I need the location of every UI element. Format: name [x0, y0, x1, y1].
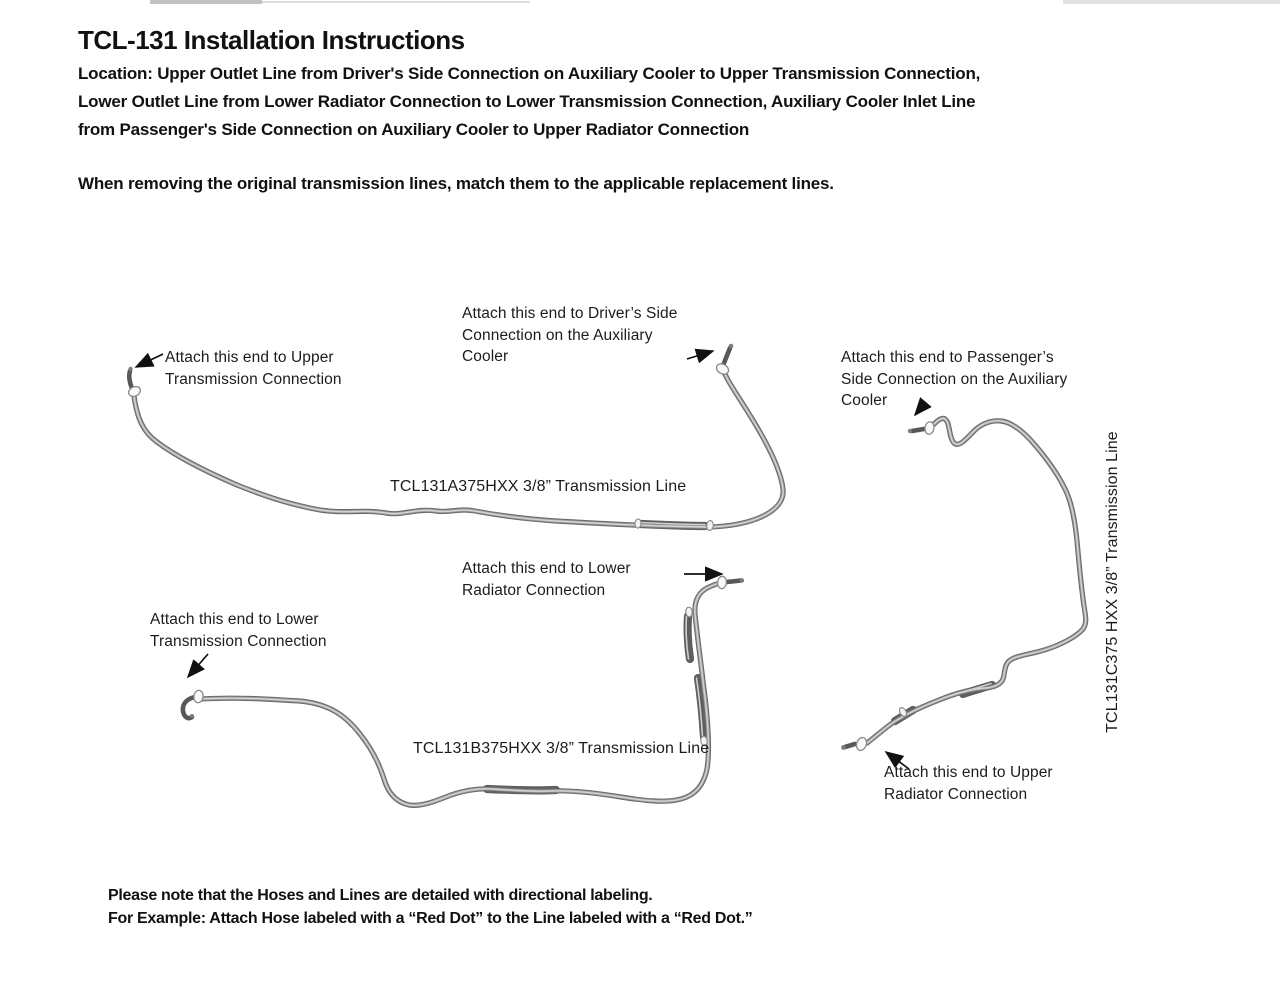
- transmission-line-c: [841, 418, 1086, 751]
- part-label-line-b: TCL131B375HXX 3/8” Transmission Line: [413, 740, 710, 757]
- fitting-lower-transmission-end: [183, 690, 204, 718]
- location-line: Lower Outlet Line from Lower Radiator Connection to Lower Transmission Connection, Auxiliary Cooler Inlet Line: [78, 92, 976, 111]
- tube-a-path: [134, 368, 783, 527]
- part-label-line-a: TCL131A375HXX 3/8” Transmission Line: [390, 478, 687, 495]
- location-line: Location: Upper Outlet Line from Driver's Side Connection on Auxiliary Cooler to Upper Transmission Connection,: [78, 64, 981, 83]
- fitting-drivers-side-end: [715, 344, 734, 377]
- callout-passengers-side: Attach this end to Passenger’s Side Connection on the Auxiliary Cooler: [841, 349, 1068, 409]
- footnote-line: Please note that the Hoses and Lines are detailed with directional labeling.: [108, 887, 653, 904]
- fitting-passengers-side-end: [908, 421, 935, 435]
- part-label-line-c: TCL131C375 HXX 3/8” Transmission Line: [1104, 431, 1121, 733]
- fitting-upper-transmission-end: [127, 367, 142, 398]
- callout-upper-transmission: Attach this end to Upper Transmission Connection: [165, 349, 342, 388]
- callout-lower-radiator: Attach this end to Lower Radiator Connection: [462, 560, 631, 599]
- footnote-line: For Example: Attach Hose labeled with a “Red Dot” to the Line labeled with a “Red Dot.”: [108, 910, 753, 927]
- callout-drivers-side: Attach this end to Driver’s Side Connection on the Auxiliary Cooler: [462, 305, 678, 365]
- callout-lower-transmission: Attach this end to Lower Transmission Connection: [150, 611, 327, 650]
- callout-upper-radiator: Attach this end to Upper Radiator Connection: [884, 764, 1053, 803]
- fitting-lower-radiator-end: [717, 576, 744, 589]
- arrow-drivers-side: [687, 351, 713, 359]
- fitting-upper-radiator-end: [841, 736, 868, 752]
- location-line: from Passenger's Side Connection on Auxiliary Cooler to Upper Radiator Connection: [78, 120, 750, 139]
- arrow-upper-transmission: [136, 354, 163, 367]
- footnote: [108, 884, 753, 930]
- instruction-text: When removing the original transmission lines, match them to the applicable replacement lines.: [78, 174, 834, 193]
- page-title: TCL-131 Installation Instructions: [78, 25, 465, 55]
- tube-a-band: [706, 520, 714, 531]
- arrow-lower-transmission: [188, 654, 208, 677]
